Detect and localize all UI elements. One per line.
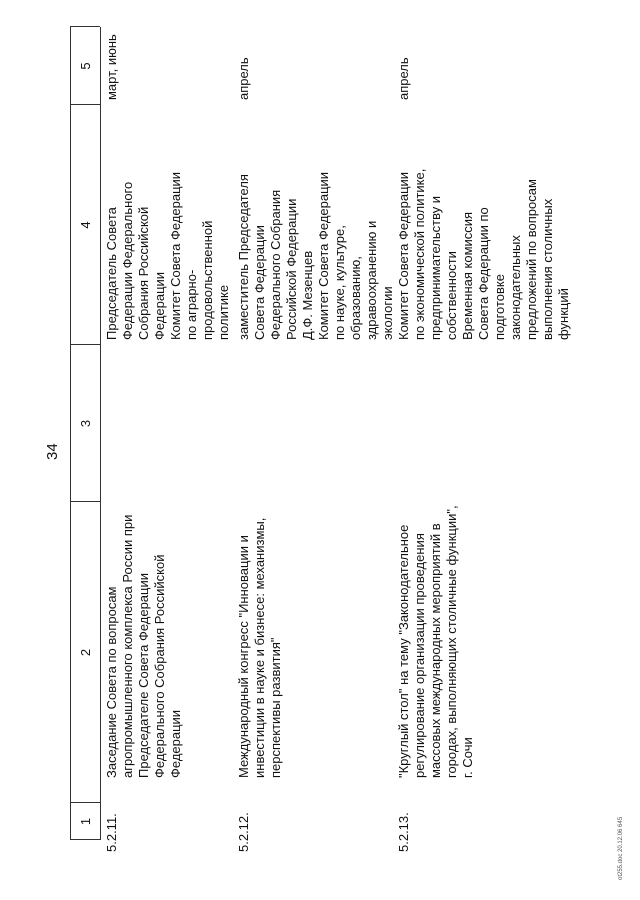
responsible-party [236,172,396,340]
responsible-line: выполнения столичных [540,198,555,340]
responsible-line: образованию, [348,256,363,340]
responsible-line: Комитет Совета Федерации [168,171,183,340]
responsible-line: предпринимательству и [428,195,443,340]
term: апрель [396,57,411,100]
responsible-line: по аграрно- [184,269,199,340]
responsible-line: Д.Ф. Мезенцев [300,250,315,340]
responsible-line: Федерации [152,271,167,340]
event-line: г. Сочи [460,737,475,778]
footer-document-code: ot255.doc 20.12.06 645 [618,816,624,880]
event-line: городах, выполняющих столичные функции", [444,505,459,778]
term: апрель [236,57,251,100]
term: март, июнь [104,34,119,100]
column-header-1: 1 [77,817,93,826]
column-header-5: 5 [77,62,93,70]
page-number: 34 [44,443,61,460]
event-line: "Круглый стол" на тему "Законодательное [396,524,411,778]
event-line: инвестиции в науке и бизнесе: механизмы, [252,517,267,778]
responsible-line: законодательных [508,235,523,340]
responsible-line: Комитет Совета Федерации [316,171,331,340]
responsible-line: Российской Федерации [284,198,299,340]
row-number: 5.2.11. [104,813,119,852]
event-line: Федерального Собрания Российской [152,554,167,778]
event-line: агропромышленного комплекса России при [120,514,135,778]
responsible-line: здравоохранению и [364,220,379,340]
responsible-line: подготовке [492,274,507,340]
event-line: регулирование организации проведения [412,533,427,778]
responsible-line: собственности [444,251,459,340]
responsible-line: Собрания Российской [136,206,151,340]
responsible-line: предложений по вопросам [524,179,539,340]
event-line: Федерации [168,709,183,778]
responsible-line: Комитет Совета Федерации [396,171,411,340]
responsible-line: по экономической политике, [412,168,427,340]
column-header-2: 2 [77,648,93,657]
event-description [104,515,184,778]
responsible-line: Федерального Собрания [268,189,283,340]
responsible-line: Федерации Федерального [120,181,135,340]
responsible-line: Временная комиссия [460,211,475,340]
row-number: 5.2.12. [236,812,251,852]
event-line: Заседание Совета по вопросам [104,586,119,778]
event-line: перспективы развития" [268,637,283,778]
responsible-line: продовольственной [200,220,215,340]
event-line: Международный конгресс "Инновации и [236,535,251,778]
responsible-line: Председатель Совета [104,207,119,340]
responsible-line: функций [556,288,571,340]
event-description [236,518,284,778]
event-line: Председателе Совета Федерации [136,572,151,778]
event-description [396,505,476,778]
responsible-line: Совета Федерации по [476,207,491,340]
event-line: массовых международных мероприятий в [428,523,443,778]
table-header-bottom-border [100,27,101,840]
responsible-line: Совета Федерации [252,225,267,340]
column-header-3: 3 [77,419,93,428]
row-number: 5.2.13. [396,812,411,852]
responsible-party [104,172,232,340]
responsible-line: заместитель Председателя [236,174,251,340]
responsible-party [396,169,572,340]
responsible-line: по науке, культуре, [332,225,347,340]
responsible-line: экологии [380,286,395,340]
responsible-line: политике [216,284,231,340]
column-header-4: 4 [77,221,93,229]
